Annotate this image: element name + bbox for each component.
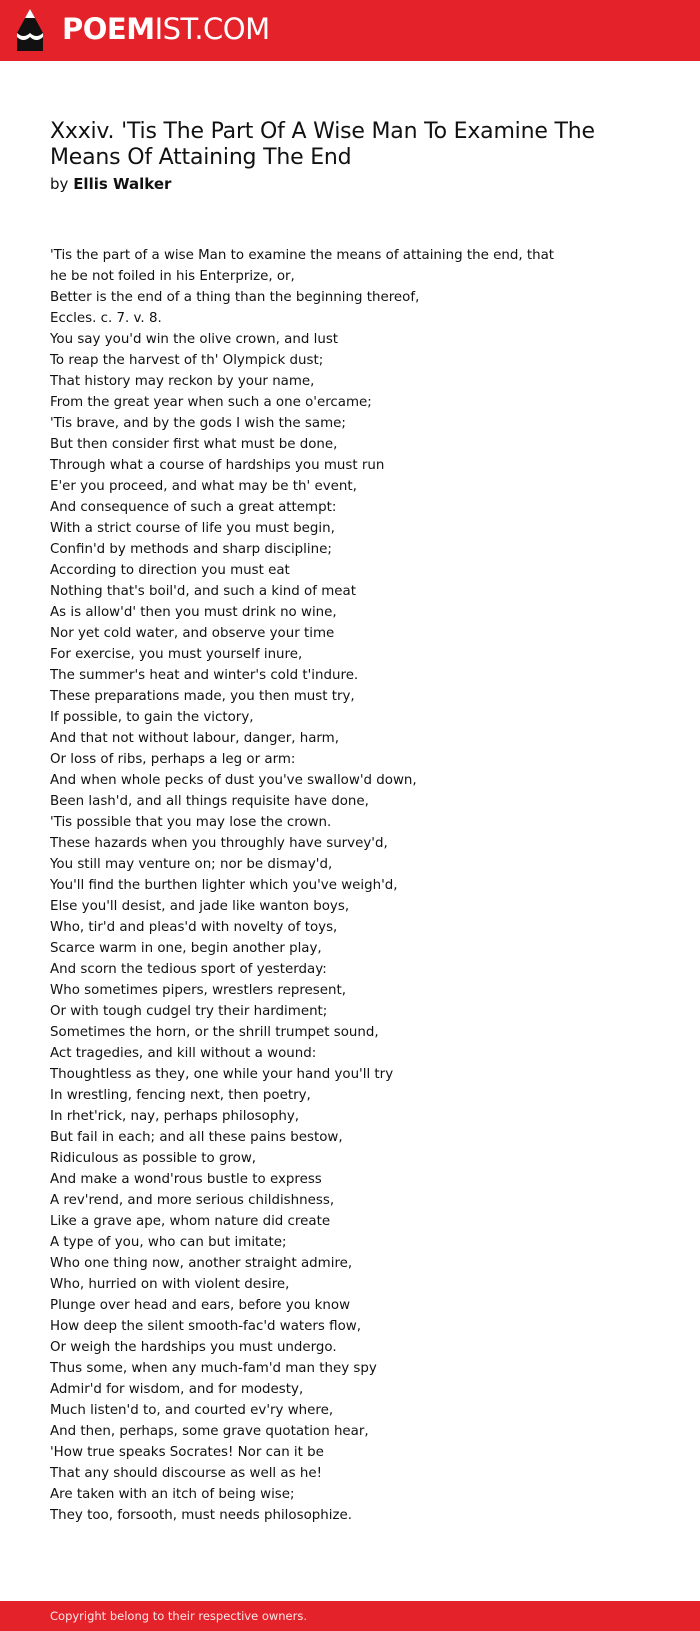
poem-line: Who, hurried on with violent desire, [50, 1277, 290, 1292]
poem-line: You say you'd win the olive crown, and lust [50, 332, 339, 347]
poem-line: Thoughtless as they, one while your hand you'll try [50, 1067, 394, 1082]
poem-line: These hazards when you throughly have survey'd, [50, 836, 388, 851]
poem-line: The summer's heat and winter's cold t'indure. [50, 668, 359, 683]
poem-line: And make a wond'rous bustle to express [50, 1172, 322, 1187]
poem-line: Else you'll desist, and jade like wanton boys, [50, 899, 350, 914]
poem-line: Who sometimes pipers, wrestlers represent, [50, 983, 346, 998]
poem-line: According to direction you must eat [50, 563, 290, 578]
poem-line: That history may reckon by your name, [50, 374, 315, 389]
poem-line: Through what a course of hardships you must run [50, 458, 385, 473]
author-link[interactable]: Ellis Walker [73, 175, 172, 193]
poem-line: As is allow'd' then you must drink no wine, [50, 605, 337, 620]
poem-line: he be not foiled in his Enterprize, or, [50, 269, 295, 284]
poem-line: 'Tis brave, and by the gods I wish the same; [50, 416, 346, 431]
poem-line: These preparations made, you then must try, [50, 689, 355, 704]
poem-line: Or with tough cudgel try their hardiment; [50, 1004, 328, 1019]
poem-line: To reap the harvest of th' Olympick dust; [50, 353, 324, 368]
poem-byline [50, 173, 171, 195]
poem-line: Scarce warm in one, begin another play, [50, 941, 322, 956]
poem-line: Eccles. c. 7. v. 8. [50, 311, 162, 326]
copyright-text: Copyright belong to their respective owners. [50, 1609, 308, 1623]
poem-line: How deep the silent smooth-fac'd waters flow, [50, 1319, 361, 1334]
poem-line: Been lash'd, and all things requisite have done, [50, 794, 369, 809]
logo-text-rest: IST.COM [154, 12, 270, 46]
poem-line: A type of you, who can but imitate; [50, 1235, 287, 1250]
poem-line: Confin'd by methods and sharp discipline; [50, 542, 332, 557]
poem-line: 'How true speaks Socrates! Nor can it be [50, 1445, 324, 1460]
poem-line: But then consider first what must be done, [50, 437, 338, 452]
poem-line: In rhet'rick, nay, perhaps philosophy, [50, 1109, 299, 1124]
poem-line: With a strict course of life you must begin, [50, 521, 335, 536]
poem-line: Much listen'd to, and courted ev'ry where, [50, 1403, 334, 1418]
poem-line: You'll find the burthen lighter which you've weigh'd, [50, 878, 398, 893]
poem-line: 'Tis the part of a wise Man to examine the means of attaining the end, that [50, 248, 555, 263]
poem-line: That any should discourse as well as he! [50, 1466, 322, 1481]
poem-line: But fail in each; and all these pains bestow, [50, 1130, 343, 1145]
poem-body [50, 245, 670, 1526]
poem-line: Act tragedies, and kill without a wound: [50, 1046, 317, 1061]
poem-line: And when whole pecks of dust you've swallow'd down, [50, 773, 417, 788]
poem-line: Who, tir'd and pleas'd with novelty of toys, [50, 920, 338, 935]
poem-line: And that not without labour, danger, harm, [50, 731, 339, 746]
poem-line: Plunge over head and ears, before you know [50, 1298, 351, 1313]
poem-line: And scorn the tedious sport of yesterday: [50, 962, 327, 977]
poem-line: If possible, to gain the victory, [50, 710, 254, 725]
by-label: by [50, 175, 69, 193]
poem-line: In wrestling, fencing next, then poetry, [50, 1088, 311, 1103]
poem-line: And then, perhaps, some grave quotation hear, [50, 1424, 369, 1439]
poem-line: Thus some, when any much-fam'd man they spy [50, 1361, 377, 1376]
poem-line: A rev'rend, and more serious childishness, [50, 1193, 335, 1208]
poem-line: And consequence of such a great attempt: [50, 500, 337, 515]
poem-line: Or loss of ribs, perhaps a leg or arm: [50, 752, 296, 767]
poem-line: Better is the end of a thing than the beginning thereof, [50, 290, 420, 305]
poem-line: Ridiculous as possible to grow, [50, 1151, 257, 1166]
site-footer [0, 1601, 700, 1631]
poem-line: Sometimes the horn, or the shrill trumpet sound, [50, 1025, 379, 1040]
poem-line: 'Tis possible that you may lose the crown. [50, 815, 332, 830]
poem-line: Nothing that's boil'd, and such a kind of meat [50, 584, 356, 599]
poem-line: They too, forsooth, must needs philosophize. [50, 1508, 352, 1523]
poem-line: Are taken with an itch of being wise; [50, 1487, 295, 1502]
poem-title: Xxxiv. 'Tis The Part Of A Wise Man To Examine The Means Of Attaining The End [50, 119, 595, 170]
poem-line: For exercise, you must yourself inure, [50, 647, 303, 662]
site-header [0, 0, 700, 61]
poem-line: Nor yet cold water, and observe your time [50, 626, 335, 641]
poem-line: E'er you proceed, and what may be th' event, [50, 479, 357, 494]
poem-line: Admir'd for wisdom, and for modesty, [50, 1382, 304, 1397]
poem-line: Like a grave ape, whom nature did create [50, 1214, 331, 1229]
pencil-tip-icon [17, 9, 43, 51]
poem-line: You still may venture on; nor be dismay'd, [50, 857, 333, 872]
poem-line: Or weigh the hardships you must undergo. [50, 1340, 337, 1355]
poem-line: From the great year when such a one o'ercame; [50, 395, 372, 410]
poem-line: Who one thing now, another straight admire, [50, 1256, 353, 1271]
logo-text-bold: POEM [62, 12, 155, 46]
site-logo-text [62, 10, 270, 48]
